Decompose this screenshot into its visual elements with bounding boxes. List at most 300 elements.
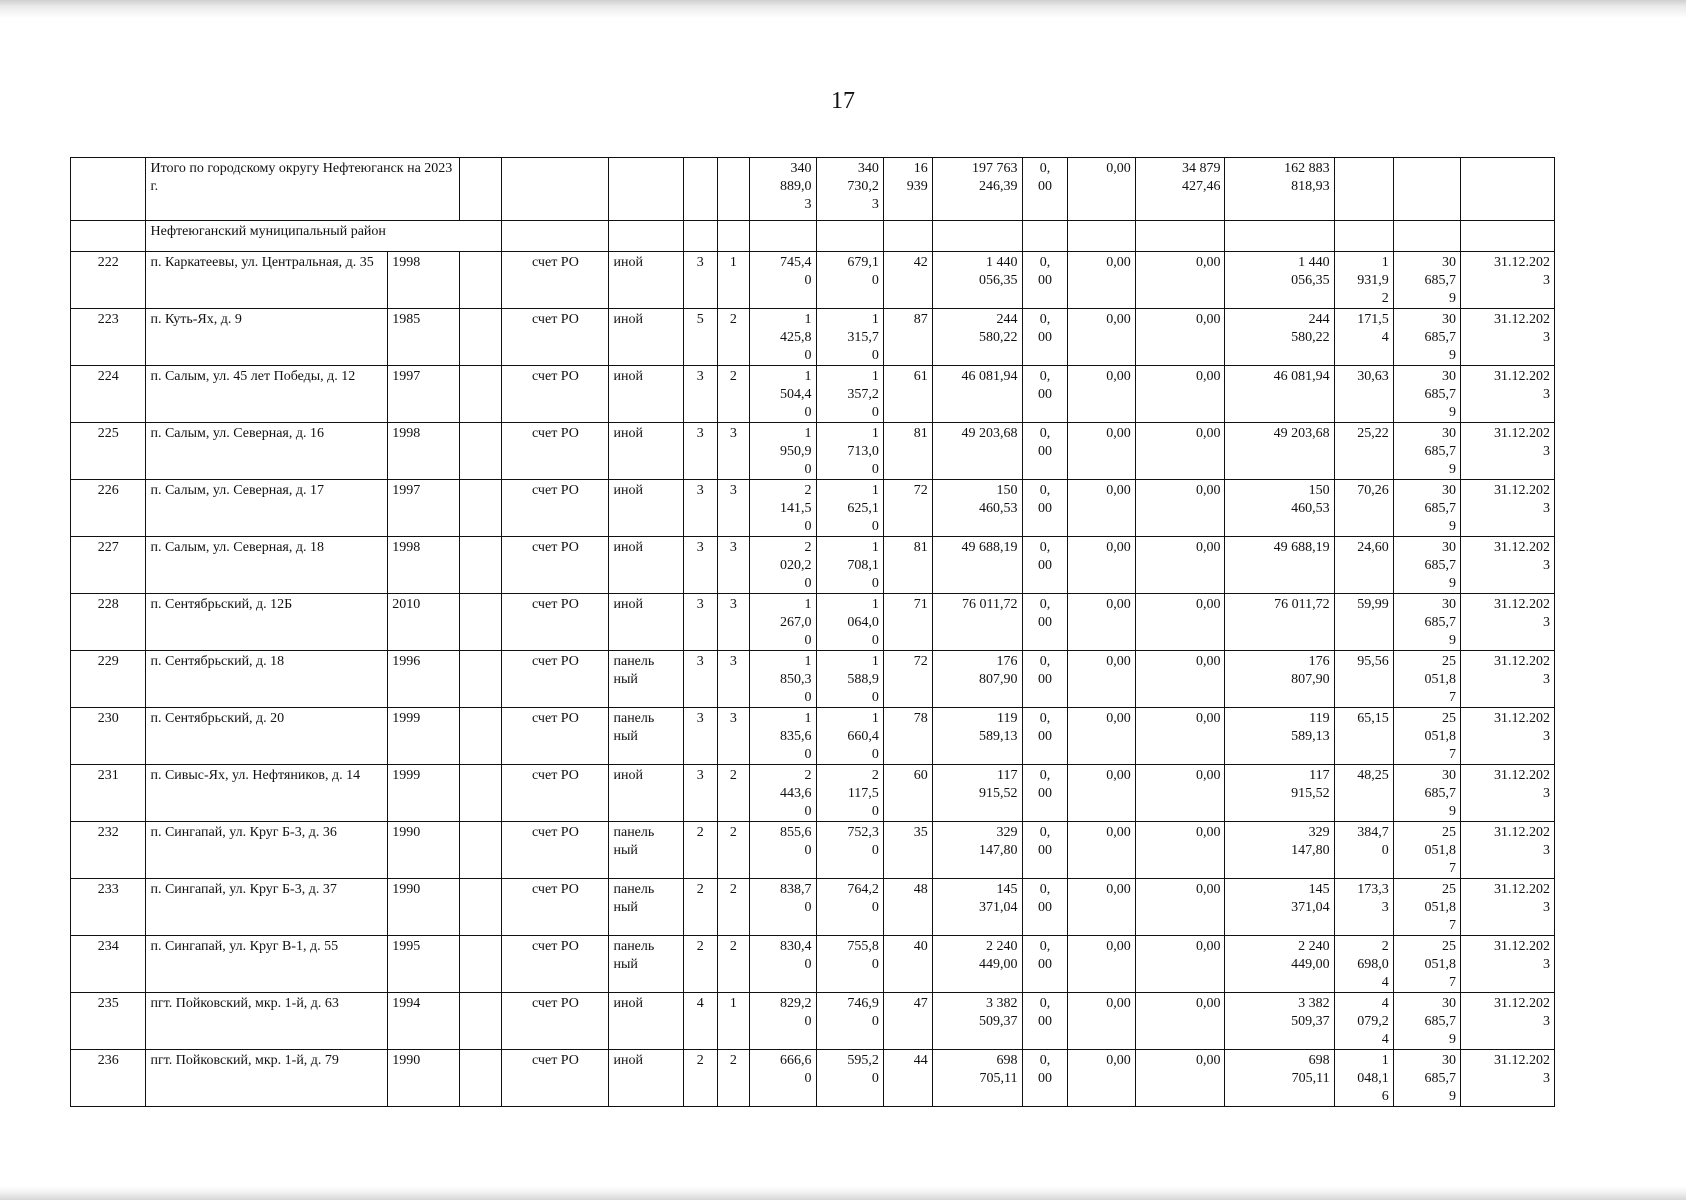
residents: 48 <box>883 879 932 936</box>
total-fund-4: 162 883 818,93 <box>1225 158 1334 221</box>
fund-2: 0,00 <box>1068 1050 1135 1107</box>
residents: 78 <box>883 708 932 765</box>
max-cost: 30 685,7 9 <box>1393 594 1460 651</box>
entrances: 1 <box>717 993 750 1050</box>
fund-3: 0,00 <box>1135 594 1225 651</box>
fund-4: 46 081,94 <box>1225 366 1334 423</box>
fund-method: счет РО <box>502 480 609 537</box>
fund-2: 0,00 <box>1068 651 1135 708</box>
row-number: 227 <box>71 537 146 594</box>
fund-2: 0,00 <box>1068 423 1135 480</box>
fund-4: 329 147,80 <box>1225 822 1334 879</box>
cell-empty <box>459 537 502 594</box>
fund-3: 0,00 <box>1135 708 1225 765</box>
fund-3: 0,00 <box>1135 537 1225 594</box>
completion-date: 31.12.202 3 <box>1461 366 1555 423</box>
wall-material: панель ный <box>609 651 683 708</box>
completion-date: 31.12.202 3 <box>1461 594 1555 651</box>
area-total: 2 141,5 0 <box>750 480 816 537</box>
cell-empty <box>459 158 502 221</box>
max-cost: 25 051,8 7 <box>1393 822 1460 879</box>
table-row <box>71 879 1555 936</box>
address: п. Салым, ул. Северная, д. 18 <box>146 537 388 594</box>
floors: 3 <box>683 480 717 537</box>
address: п. Каркатеевы, ул. Центральная, д. 35 <box>146 252 388 309</box>
cell-empty <box>609 221 683 252</box>
fund-1: 0, 00 <box>1022 936 1068 993</box>
fund-1: 0, 00 <box>1022 1050 1068 1107</box>
fund-4: 1 440 056,35 <box>1225 252 1334 309</box>
cell-empty <box>459 423 502 480</box>
fund-method: счет РО <box>502 708 609 765</box>
residents: 44 <box>883 1050 932 1107</box>
cell-empty <box>883 221 932 252</box>
fund-method: счет РО <box>502 765 609 822</box>
fund-3: 0,00 <box>1135 651 1225 708</box>
address: п. Сентябрьский, д. 20 <box>146 708 388 765</box>
area-total: 745,4 0 <box>750 252 816 309</box>
cell-empty <box>459 309 502 366</box>
fund-1: 0, 00 <box>1022 879 1068 936</box>
cell-empty <box>1022 221 1068 252</box>
wall-material: иной <box>609 594 683 651</box>
fund-2: 0,00 <box>1068 822 1135 879</box>
cell-empty <box>459 822 502 879</box>
cost-total: 1 440 056,35 <box>932 252 1022 309</box>
year-built: 1990 <box>388 1050 459 1107</box>
wall-material: иной <box>609 537 683 594</box>
fund-4: 119 589,13 <box>1225 708 1334 765</box>
fund-4: 145 371,04 <box>1225 879 1334 936</box>
completion-date: 31.12.202 3 <box>1461 708 1555 765</box>
fund-1: 0, 00 <box>1022 651 1068 708</box>
row-number: 236 <box>71 1050 146 1107</box>
wall-material: иной <box>609 366 683 423</box>
entrances: 2 <box>717 822 750 879</box>
year-built: 1990 <box>388 879 459 936</box>
specific-cost: 4 079,2 4 <box>1334 993 1393 1050</box>
row-number: 230 <box>71 708 146 765</box>
table-row <box>71 651 1555 708</box>
section-label: Нефтеюганский муниципальный район <box>146 221 502 252</box>
max-cost: 30 685,7 9 <box>1393 423 1460 480</box>
fund-method: счет РО <box>502 879 609 936</box>
cell-empty <box>459 480 502 537</box>
fund-1: 0, 00 <box>1022 537 1068 594</box>
fund-method: счет РО <box>502 594 609 651</box>
area-living: 2 117,5 0 <box>816 765 883 822</box>
specific-cost: 2 698,0 4 <box>1334 936 1393 993</box>
year-built: 1990 <box>388 822 459 879</box>
section-row <box>71 221 1555 252</box>
cell-empty <box>459 651 502 708</box>
specific-cost: 30,63 <box>1334 366 1393 423</box>
wall-material: иной <box>609 252 683 309</box>
fund-2: 0,00 <box>1068 594 1135 651</box>
address: п. Сентябрьский, д. 12Б <box>146 594 388 651</box>
table-row <box>71 993 1555 1050</box>
floors: 5 <box>683 309 717 366</box>
specific-cost: 48,25 <box>1334 765 1393 822</box>
fund-1: 0, 00 <box>1022 423 1068 480</box>
wall-material: иной <box>609 309 683 366</box>
row-number: 225 <box>71 423 146 480</box>
floors: 2 <box>683 822 717 879</box>
area-total: 830,4 0 <box>750 936 816 993</box>
area-living: 595,2 0 <box>816 1050 883 1107</box>
address: п. Сингапай, ул. Круг Б-3, д. 36 <box>146 822 388 879</box>
cell-empty <box>1334 158 1393 221</box>
floors: 3 <box>683 594 717 651</box>
floors: 2 <box>683 936 717 993</box>
fund-4: 698 705,11 <box>1225 1050 1334 1107</box>
area-living: 1 625,1 0 <box>816 480 883 537</box>
fund-method: счет РО <box>502 651 609 708</box>
completion-date: 31.12.202 3 <box>1461 765 1555 822</box>
year-built: 1998 <box>388 252 459 309</box>
fund-3: 0,00 <box>1135 1050 1225 1107</box>
fund-4: 49 203,68 <box>1225 423 1334 480</box>
address: п. Куть-Ях, д. 9 <box>146 309 388 366</box>
wall-material: панель ный <box>609 936 683 993</box>
max-cost: 30 685,7 9 <box>1393 309 1460 366</box>
year-built: 1997 <box>388 366 459 423</box>
cell-empty <box>932 221 1022 252</box>
fund-method: счет РО <box>502 366 609 423</box>
wall-material: иной <box>609 480 683 537</box>
completion-date: 31.12.202 3 <box>1461 423 1555 480</box>
cell-empty <box>1225 221 1334 252</box>
year-built: 1995 <box>388 936 459 993</box>
total-label: Итого по городскому округу Нефтеюганск на 2023 г. <box>146 158 459 221</box>
fund-method: счет РО <box>502 252 609 309</box>
cost-total: 145 371,04 <box>932 879 1022 936</box>
cell-empty <box>683 158 717 221</box>
table-row <box>71 252 1555 309</box>
entrances: 3 <box>717 423 750 480</box>
fund-4: 150 460,53 <box>1225 480 1334 537</box>
row-number: 235 <box>71 993 146 1050</box>
row-number: 228 <box>71 594 146 651</box>
cell-empty <box>1461 158 1555 221</box>
area-total: 1 835,6 0 <box>750 708 816 765</box>
row-number: 229 <box>71 651 146 708</box>
table-row <box>71 480 1555 537</box>
area-living: 746,9 0 <box>816 993 883 1050</box>
specific-cost: 95,56 <box>1334 651 1393 708</box>
area-total: 838,7 0 <box>750 879 816 936</box>
entrances: 2 <box>717 765 750 822</box>
year-built: 1996 <box>388 651 459 708</box>
year-built: 1998 <box>388 537 459 594</box>
table-row <box>71 537 1555 594</box>
fund-method: счет РО <box>502 936 609 993</box>
fund-2: 0,00 <box>1068 252 1135 309</box>
specific-cost: 171,5 4 <box>1334 309 1393 366</box>
scan-edge-top <box>0 0 1686 18</box>
max-cost: 25 051,8 7 <box>1393 936 1460 993</box>
table-row <box>71 936 1555 993</box>
completion-date: 31.12.202 3 <box>1461 309 1555 366</box>
fund-method: счет РО <box>502 822 609 879</box>
completion-date: 31.12.202 3 <box>1461 936 1555 993</box>
residents: 61 <box>883 366 932 423</box>
table-row <box>71 423 1555 480</box>
residents: 60 <box>883 765 932 822</box>
fund-2: 0,00 <box>1068 708 1135 765</box>
cost-total: 150 460,53 <box>932 480 1022 537</box>
residents: 81 <box>883 423 932 480</box>
total-area-total: 340 889,0 3 <box>750 158 816 221</box>
page-number: 17 <box>831 88 855 114</box>
floors: 3 <box>683 366 717 423</box>
floors: 3 <box>683 423 717 480</box>
floors: 3 <box>683 252 717 309</box>
total-residents: 16 939 <box>883 158 932 221</box>
area-total: 855,6 0 <box>750 822 816 879</box>
cell-empty <box>459 252 502 309</box>
area-living: 1 708,1 0 <box>816 537 883 594</box>
fund-3: 0,00 <box>1135 879 1225 936</box>
fund-1: 0, 00 <box>1022 708 1068 765</box>
fund-3: 0,00 <box>1135 423 1225 480</box>
fund-2: 0,00 <box>1068 366 1135 423</box>
housing-table <box>70 157 1555 1107</box>
address: п. Сингапай, ул. Круг Б-3, д. 37 <box>146 879 388 936</box>
floors: 2 <box>683 879 717 936</box>
area-total: 666,6 0 <box>750 1050 816 1107</box>
cell-empty <box>1068 221 1135 252</box>
fund-2: 0,00 <box>1068 993 1135 1050</box>
address: п. Сивыс-Ях, ул. Нефтяников, д. 14 <box>146 765 388 822</box>
floors: 2 <box>683 1050 717 1107</box>
floors: 4 <box>683 993 717 1050</box>
area-living: 752,3 0 <box>816 822 883 879</box>
cell-empty <box>459 936 502 993</box>
fund-3: 0,00 <box>1135 252 1225 309</box>
wall-material: панель ный <box>609 822 683 879</box>
fund-4: 3 382 509,37 <box>1225 993 1334 1050</box>
year-built: 1994 <box>388 993 459 1050</box>
wall-material: панель ный <box>609 879 683 936</box>
max-cost: 30 685,7 9 <box>1393 765 1460 822</box>
cell-empty <box>71 158 146 221</box>
fund-1: 0, 00 <box>1022 309 1068 366</box>
total-fund-1: 0, 00 <box>1022 158 1068 221</box>
fund-4: 244 580,22 <box>1225 309 1334 366</box>
cell-empty <box>750 221 816 252</box>
specific-cost: 24,60 <box>1334 537 1393 594</box>
specific-cost: 384,7 0 <box>1334 822 1393 879</box>
fund-1: 0, 00 <box>1022 993 1068 1050</box>
year-built: 1997 <box>388 480 459 537</box>
total-fund-2: 0,00 <box>1068 158 1135 221</box>
max-cost: 30 685,7 9 <box>1393 993 1460 1050</box>
wall-material: иной <box>609 1050 683 1107</box>
fund-1: 0, 00 <box>1022 765 1068 822</box>
row-number: 232 <box>71 822 146 879</box>
address: п. Сингапай, ул. Круг В-1, д. 55 <box>146 936 388 993</box>
address: п. Салым, ул. 45 лет Победы, д. 12 <box>146 366 388 423</box>
area-total: 2 443,6 0 <box>750 765 816 822</box>
cell-empty <box>71 221 146 252</box>
cell-empty <box>1393 158 1460 221</box>
residents: 81 <box>883 537 932 594</box>
specific-cost: 59,99 <box>1334 594 1393 651</box>
cost-total: 2 240 449,00 <box>932 936 1022 993</box>
table-row <box>71 708 1555 765</box>
table-row <box>71 1050 1555 1107</box>
area-living: 1 588,9 0 <box>816 651 883 708</box>
floors: 3 <box>683 651 717 708</box>
area-living: 1 660,4 0 <box>816 708 883 765</box>
cell-empty <box>502 221 609 252</box>
area-living: 679,1 0 <box>816 252 883 309</box>
max-cost: 30 685,7 9 <box>1393 252 1460 309</box>
address: пгт. Пойковский, мкр. 1-й, д. 79 <box>146 1050 388 1107</box>
cell-empty <box>459 708 502 765</box>
specific-cost: 65,15 <box>1334 708 1393 765</box>
fund-4: 176 807,90 <box>1225 651 1334 708</box>
cost-total: 244 580,22 <box>932 309 1022 366</box>
address: п. Салым, ул. Северная, д. 16 <box>146 423 388 480</box>
max-cost: 25 051,8 7 <box>1393 651 1460 708</box>
fund-1: 0, 00 <box>1022 822 1068 879</box>
cell-empty <box>1334 221 1393 252</box>
cost-total: 119 589,13 <box>932 708 1022 765</box>
entrances: 2 <box>717 936 750 993</box>
total-row <box>71 158 1555 221</box>
entrances: 2 <box>717 309 750 366</box>
completion-date: 31.12.202 3 <box>1461 822 1555 879</box>
residents: 87 <box>883 309 932 366</box>
completion-date: 31.12.202 3 <box>1461 537 1555 594</box>
area-total: 1 850,3 0 <box>750 651 816 708</box>
area-total: 829,2 0 <box>750 993 816 1050</box>
fund-2: 0,00 <box>1068 936 1135 993</box>
row-number: 222 <box>71 252 146 309</box>
cell-empty <box>459 993 502 1050</box>
row-number: 223 <box>71 309 146 366</box>
address: пгт. Пойковский, мкр. 1-й, д. 63 <box>146 993 388 1050</box>
entrances: 2 <box>717 879 750 936</box>
total-fund-3: 34 879 427,46 <box>1135 158 1225 221</box>
completion-date: 31.12.202 3 <box>1461 1050 1555 1107</box>
cell-empty <box>459 366 502 423</box>
cost-total: 117 915,52 <box>932 765 1022 822</box>
cost-total: 49 203,68 <box>932 423 1022 480</box>
fund-1: 0, 00 <box>1022 480 1068 537</box>
area-living: 1 315,7 0 <box>816 309 883 366</box>
fund-2: 0,00 <box>1068 537 1135 594</box>
completion-date: 31.12.202 3 <box>1461 252 1555 309</box>
max-cost: 30 685,7 9 <box>1393 537 1460 594</box>
floors: 3 <box>683 537 717 594</box>
row-number: 224 <box>71 366 146 423</box>
cell-empty <box>1393 221 1460 252</box>
fund-2: 0,00 <box>1068 480 1135 537</box>
wall-material: иной <box>609 765 683 822</box>
specific-cost: 1 931,9 2 <box>1334 252 1393 309</box>
wall-material: панель ный <box>609 708 683 765</box>
cell-empty <box>1461 221 1555 252</box>
table-row <box>71 822 1555 879</box>
cell-empty <box>609 158 683 221</box>
cell-empty <box>816 221 883 252</box>
row-number: 233 <box>71 879 146 936</box>
cost-total: 329 147,80 <box>932 822 1022 879</box>
max-cost: 30 685,7 9 <box>1393 480 1460 537</box>
entrances: 2 <box>717 366 750 423</box>
entrances: 3 <box>717 651 750 708</box>
year-built: 1998 <box>388 423 459 480</box>
area-total: 1 950,9 0 <box>750 423 816 480</box>
residents: 42 <box>883 252 932 309</box>
cell-empty <box>683 221 717 252</box>
table-row <box>71 594 1555 651</box>
area-living: 764,2 0 <box>816 879 883 936</box>
year-built: 2010 <box>388 594 459 651</box>
residents: 72 <box>883 651 932 708</box>
fund-2: 0,00 <box>1068 309 1135 366</box>
table-row <box>71 765 1555 822</box>
wall-material: иной <box>609 993 683 1050</box>
residents: 71 <box>883 594 932 651</box>
table-row <box>71 366 1555 423</box>
year-built: 1999 <box>388 708 459 765</box>
cost-total: 698 705,11 <box>932 1050 1022 1107</box>
fund-3: 0,00 <box>1135 936 1225 993</box>
specific-cost: 25,22 <box>1334 423 1393 480</box>
area-living: 1 064,0 0 <box>816 594 883 651</box>
fund-4: 76 011,72 <box>1225 594 1334 651</box>
floors: 3 <box>683 708 717 765</box>
residents: 72 <box>883 480 932 537</box>
cell-empty <box>459 594 502 651</box>
completion-date: 31.12.202 3 <box>1461 651 1555 708</box>
fund-4: 49 688,19 <box>1225 537 1334 594</box>
table-row <box>71 309 1555 366</box>
residents: 47 <box>883 993 932 1050</box>
cost-total: 46 081,94 <box>932 366 1022 423</box>
cell-empty <box>717 221 750 252</box>
fund-3: 0,00 <box>1135 309 1225 366</box>
wall-material: иной <box>609 423 683 480</box>
entrances: 3 <box>717 537 750 594</box>
address: п. Салым, ул. Северная, д. 17 <box>146 480 388 537</box>
area-living: 1 357,2 0 <box>816 366 883 423</box>
year-built: 1999 <box>388 765 459 822</box>
residents: 40 <box>883 936 932 993</box>
cost-total: 3 382 509,37 <box>932 993 1022 1050</box>
max-cost: 25 051,8 7 <box>1393 879 1460 936</box>
fund-2: 0,00 <box>1068 879 1135 936</box>
total-cost: 197 763 246,39 <box>932 158 1022 221</box>
fund-2: 0,00 <box>1068 765 1135 822</box>
completion-date: 31.12.202 3 <box>1461 993 1555 1050</box>
cell-empty <box>717 158 750 221</box>
entrances: 3 <box>717 594 750 651</box>
cell-empty <box>502 158 609 221</box>
fund-method: счет РО <box>502 537 609 594</box>
cost-total: 76 011,72 <box>932 594 1022 651</box>
row-number: 234 <box>71 936 146 993</box>
fund-1: 0, 00 <box>1022 594 1068 651</box>
scan-edge-bottom <box>0 1186 1686 1200</box>
fund-3: 0,00 <box>1135 993 1225 1050</box>
specific-cost: 173,3 3 <box>1334 879 1393 936</box>
max-cost: 30 685,7 9 <box>1393 1050 1460 1107</box>
